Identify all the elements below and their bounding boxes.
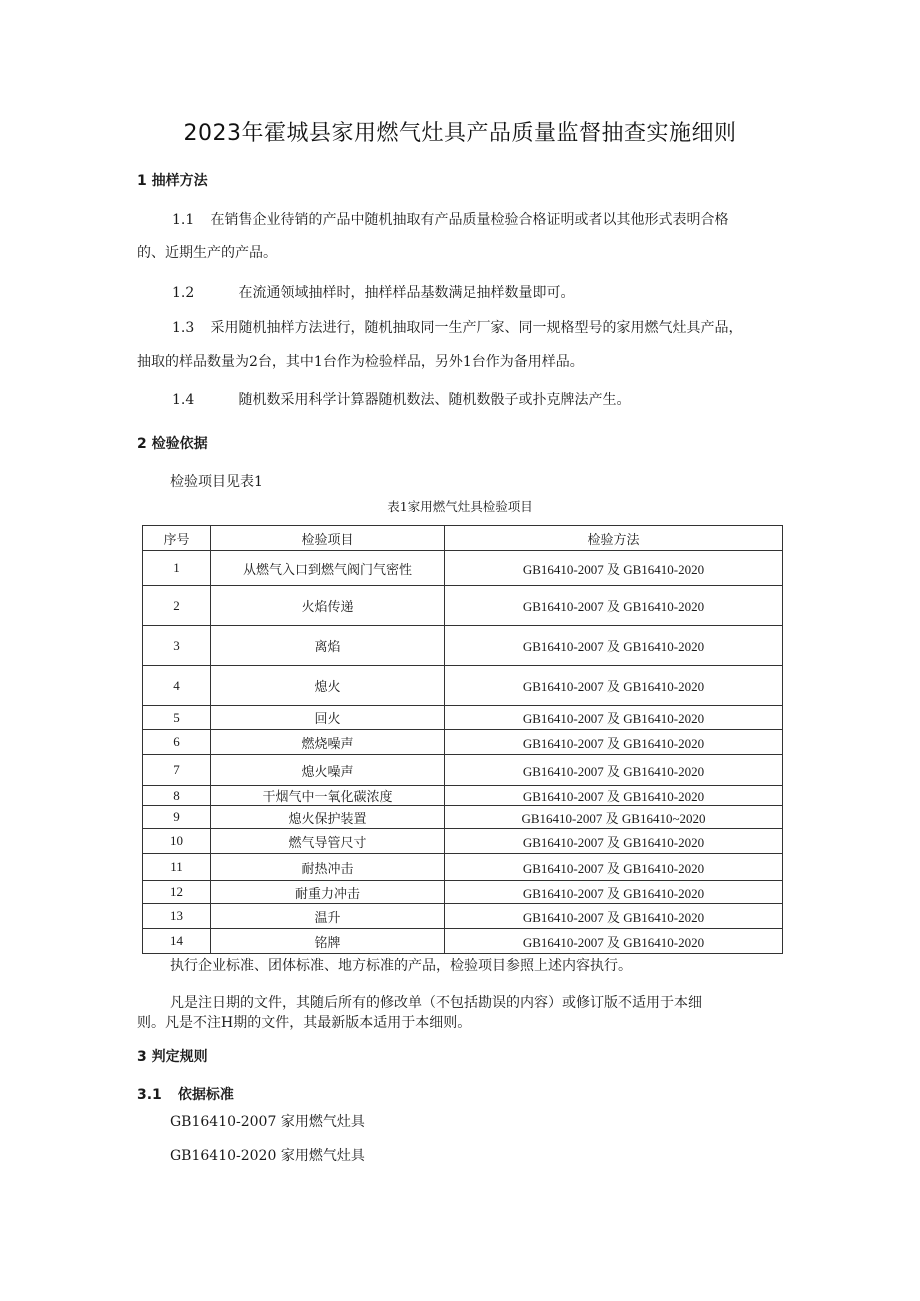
note-dated-references-continued: 则。凡是不注H期的文件，其最新版本适用于本细则。 xyxy=(137,1015,472,1031)
table-row xyxy=(143,929,783,954)
clause-1-2 xyxy=(172,283,574,303)
clause-number: 1.3 xyxy=(172,320,195,336)
note-other-standards: 执行企业标准、团体标准、地方标准的产品，检验项目参照上述内容执行。 xyxy=(170,958,632,974)
row-method: GB16410-2007 及 GB16410-2020 xyxy=(445,755,783,786)
clause-1-1 xyxy=(172,210,728,230)
row-item: 熄火噪声 xyxy=(211,755,445,786)
row-item: 从燃气入口到燃气阀门气密性 xyxy=(211,551,445,586)
column-header-method: 检验方法 xyxy=(445,526,783,551)
row-method: GB16410-2007 及 GB16410-2020 xyxy=(445,730,783,755)
row-item: 回火 xyxy=(211,706,445,730)
row-item: 温升 xyxy=(211,904,445,929)
subsection-heading-standards xyxy=(137,1084,234,1104)
section-heading-judgement: 3 判定规则 xyxy=(137,1049,208,1065)
page-title: 2023年霍城县家用燃气灶具产品质量监督抽查实施细则 xyxy=(183,121,737,146)
table-header-row xyxy=(143,526,783,551)
row-number: 14 xyxy=(143,929,211,954)
clause-text: 采用随机抽样方法进行，随机抽取同一生产厂家、同一规格型号的家用燃气灶具产品， xyxy=(210,320,743,336)
subsection-number: 3.1 xyxy=(137,1087,162,1103)
row-method: GB16410-2007 及 GB16410-2020 xyxy=(445,881,783,904)
row-method: GB16410-2007 及 GB16410-2020 xyxy=(445,829,783,854)
row-method: GB16410-2007 及 GB16410-2020 xyxy=(445,586,783,626)
row-item: 燃烧噪声 xyxy=(211,730,445,755)
row-item: 熄火保护装置 xyxy=(211,806,445,829)
table-row xyxy=(143,786,783,806)
row-number: 2 xyxy=(143,586,211,626)
row-item: 燃气导管尺寸 xyxy=(211,829,445,854)
row-item: 耐重力冲击 xyxy=(211,881,445,904)
table-row xyxy=(143,551,783,586)
row-number: 12 xyxy=(143,881,211,904)
row-number: 5 xyxy=(143,706,211,730)
row-method: GB16410-2007 及 GB16410-2020 xyxy=(445,626,783,666)
column-header-number: 序号 xyxy=(143,526,211,551)
row-item: 离焰 xyxy=(211,626,445,666)
section-heading-sampling: 1 抽样方法 xyxy=(137,173,208,189)
table-reference: 检验项目见表1 xyxy=(170,474,263,490)
subsection-title: 依据标准 xyxy=(177,1087,234,1103)
clause-number: 1.2 xyxy=(172,285,195,301)
row-method: GB16410-2007 及 GB16410-2020 xyxy=(445,904,783,929)
row-number: 8 xyxy=(143,786,211,806)
section-heading-basis: 2 检验依据 xyxy=(137,436,208,452)
table-row xyxy=(143,626,783,666)
clause-1-3 xyxy=(172,318,742,338)
row-number: 1 xyxy=(143,551,211,586)
row-number: 9 xyxy=(143,806,211,829)
clause-text: 在销售企业待销的产品中随机抽取有产品质量检验合格证明或者以其他形式表明合格 xyxy=(210,212,729,228)
row-method: GB16410-2007 及 GB16410-2020 xyxy=(445,666,783,706)
clause-number: 1.1 xyxy=(172,212,195,228)
clause-1-4 xyxy=(172,390,630,410)
clause-text: 随机数采用科学计算器随机数法、随机数骰子或扑克牌法产生。 xyxy=(238,392,631,408)
table-row xyxy=(143,829,783,854)
table-row xyxy=(143,854,783,881)
table-row xyxy=(143,755,783,786)
clause-number: 1.4 xyxy=(172,392,195,408)
table-row xyxy=(143,806,783,829)
row-item: 铭牌 xyxy=(211,929,445,954)
note-dated-references: 凡是注日期的文件，其随后所有的修改单（不包括勘误的内容）或修订版不适用于本细 xyxy=(170,995,702,1011)
row-item: 熄火 xyxy=(211,666,445,706)
row-method: GB16410-2007 及 GB16410~2020 xyxy=(445,806,783,829)
row-item: 耐热冲击 xyxy=(211,854,445,881)
table-row xyxy=(143,666,783,706)
row-number: 7 xyxy=(143,755,211,786)
table-row xyxy=(143,730,783,755)
standard-reference: GB16410-2007 家用燃气灶具 xyxy=(170,1114,365,1130)
table-row xyxy=(143,586,783,626)
standard-reference: GB16410-2020 家用燃气灶具 xyxy=(170,1148,365,1164)
table-row xyxy=(143,706,783,730)
row-method: GB16410-2007 及 GB16410-2020 xyxy=(445,929,783,954)
column-header-item: 检验项目 xyxy=(211,526,445,551)
row-method: GB16410-2007 及 GB16410-2020 xyxy=(445,786,783,806)
row-method: GB16410-2007 及 GB16410-2020 xyxy=(445,854,783,881)
row-method: GB16410-2007 及 GB16410-2020 xyxy=(445,551,783,586)
row-number: 13 xyxy=(143,904,211,929)
clause-1-3-continued: 抽取的样品数量为2台，其中1台作为检验样品，另外1台作为备用样品。 xyxy=(137,354,584,370)
row-number: 10 xyxy=(143,829,211,854)
clause-text: 在流通领域抽样时，抽样样品基数满足抽样数量即可。 xyxy=(238,285,575,301)
row-number: 3 xyxy=(143,626,211,666)
table-row xyxy=(143,881,783,904)
row-item: 火焰传递 xyxy=(211,586,445,626)
table-row xyxy=(143,904,783,929)
table-caption: 表1家用燃气灶具检验项目 xyxy=(387,499,533,514)
row-number: 4 xyxy=(143,666,211,706)
inspection-items-table xyxy=(142,525,783,954)
row-number: 11 xyxy=(143,854,211,881)
clause-1-1-continued: 的、近期生产的产品。 xyxy=(137,245,277,261)
row-item: 干烟气中一氧化碳浓度 xyxy=(211,786,445,806)
row-method: GB16410-2007 及 GB16410-2020 xyxy=(445,706,783,730)
row-number: 6 xyxy=(143,730,211,755)
